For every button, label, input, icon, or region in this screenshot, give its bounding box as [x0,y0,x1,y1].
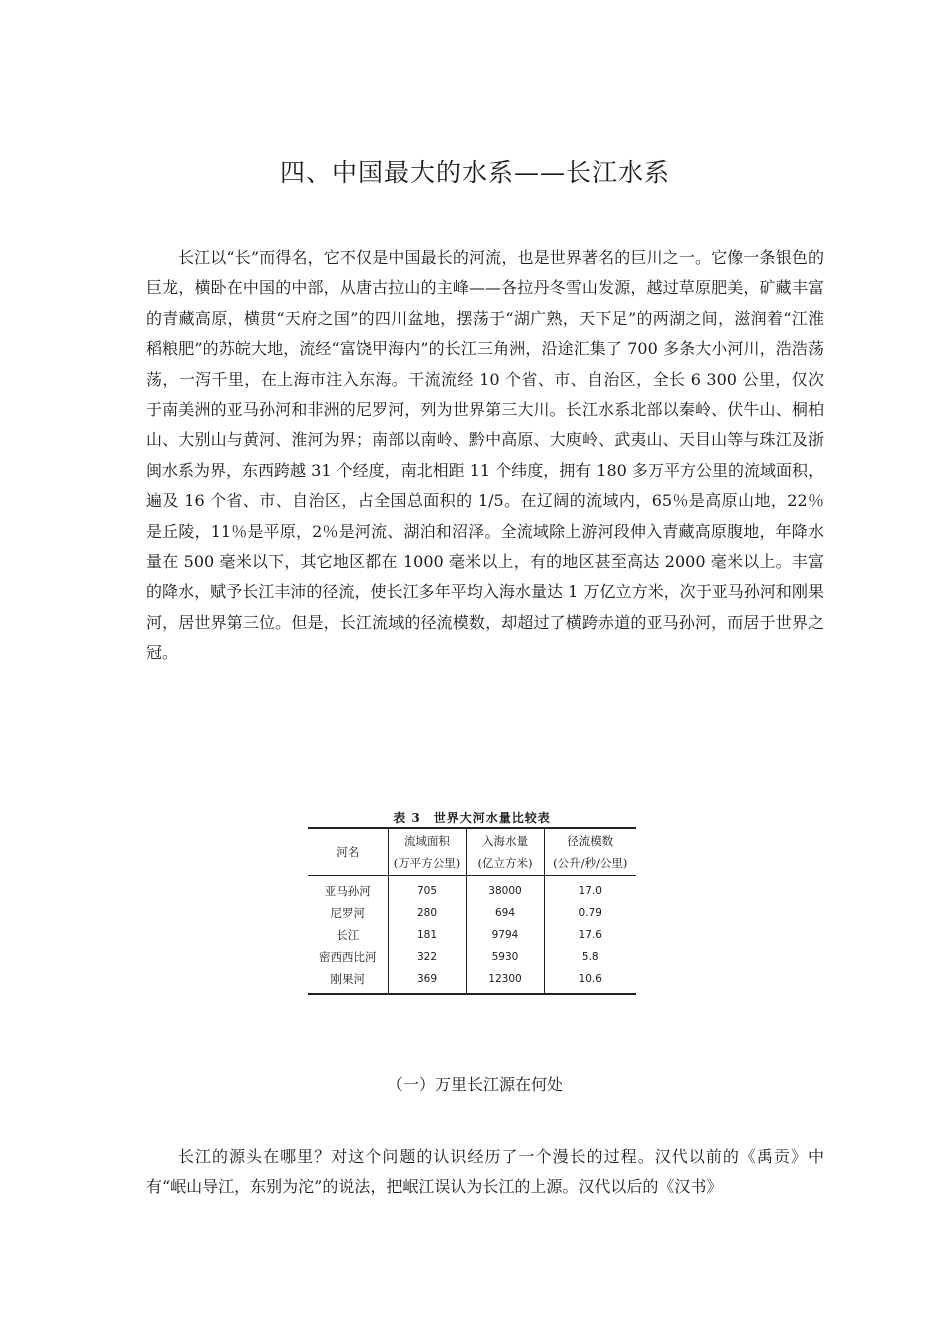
river-comparison-table [308,809,636,995]
cell-area: 181 [388,924,466,946]
table-row [308,924,636,946]
cell-discharge: 9794 [466,924,544,946]
cell-modulus: 17.6 [544,924,636,946]
header-basin-area: 流域面积 (万平方公里) [388,828,466,876]
section-heading: （一）万里长江源在何处 [386,1075,563,1094]
cell-modulus: 10.6 [544,968,636,994]
table-row [308,946,636,968]
header-runoff-modulus: 径流模数 (公升/秒/公里) [544,828,636,876]
cell-area: 280 [388,902,466,924]
table-row [308,968,636,994]
table-row [308,876,636,903]
table-row [308,902,636,924]
page-title: 四、中国最大的水系——长江水系 [279,158,670,187]
table-header-row [308,828,636,876]
cell-area: 705 [388,876,466,903]
cell-river: 长江 [336,928,360,942]
body-paragraph: 长江的源头在哪里？对这个问题的认识经历了一个漫长的过程。汉代以前的《禹贡》中有“岷山导江，东别为沱”的说法，把岷江误认为长江的上源。汉代以后的《汉书》 [146,1147,824,1197]
cell-area: 369 [388,968,466,994]
cell-river: 亚马孙河 [324,884,371,898]
cell-discharge: 694 [466,902,544,924]
data-table [308,827,636,995]
cell-modulus: 0.79 [544,902,636,924]
cell-modulus: 5.8 [544,946,636,968]
cell-discharge: 12300 [466,968,544,994]
cell-discharge: 5930 [466,946,544,968]
cell-river: 尼罗河 [330,906,365,920]
cell-area: 322 [388,946,466,968]
cell-modulus: 17.0 [544,876,636,903]
cell-discharge: 38000 [466,876,544,903]
header-river-name: 河名 [308,828,388,876]
header-discharge: 入海水量 (亿立方米) [466,828,544,876]
cell-river: 刚果河 [330,972,365,986]
body-paragraph: 长江以“长”而得名，它不仅是中国最长的河流，也是世界著名的巨川之一。它像一条银色的巨龙，横卧在中国的中部，从唐古拉山的主峰——各拉丹冬雪山发源，越过草原肥美，矿藏丰富的青藏高原，横贯“天府之国”的四川盆地，摆荡于“湖广熟，天下足”的两湖之间，滋润着“江淮稻粮肥”的苏皖大地，流经“富饶甲海内”的长江三角洲，沿途汇集了 700 多条大小河川，浩浩荡荡，一泻千里，在上海市注入东海。干流流经 10 个省、市、自治区，全长 6 300 公里，仅次于南美洲的亚马孙河和非洲的尼罗河，列为世界第三大川。长江水系北部以秦岭、伏牛山、桐柏山、大别山与黄河、淮河为界；南部以南岭、黔中高原、大庾岭、武夷山、天目山等与珠江及浙闽水系为界，东西跨越 31 个经度，南北相距 11 个纬度，拥有 180 多万平方公里的流域面积，遍及 16 个省、市、自治区，占全国总面积的 1/5。在辽阔的流域内，65％是高原山地，22％是丘陵，11％是平原，2％是河流、湖泊和沼泽。全流域除上游河段伸入青藏高原腹地，年降水量在 500 毫米以下，其它地区都在 1000 毫米以上，有的地区甚至高达 2000 毫米以上。丰富的降水，赋予长江丰沛的径流，使长江多年平均入海水量达 1 万亿立方米，次于亚马孙河和刚果河，居世界第三位。但是，长江流域的径流模数，却超过了横跨赤道的亚马孙河，而居于世界之冠。 [146,248,824,663]
cell-river: 密西西比河 [319,950,377,964]
table-caption: 表 3 世界大河水量比较表 [393,811,551,825]
